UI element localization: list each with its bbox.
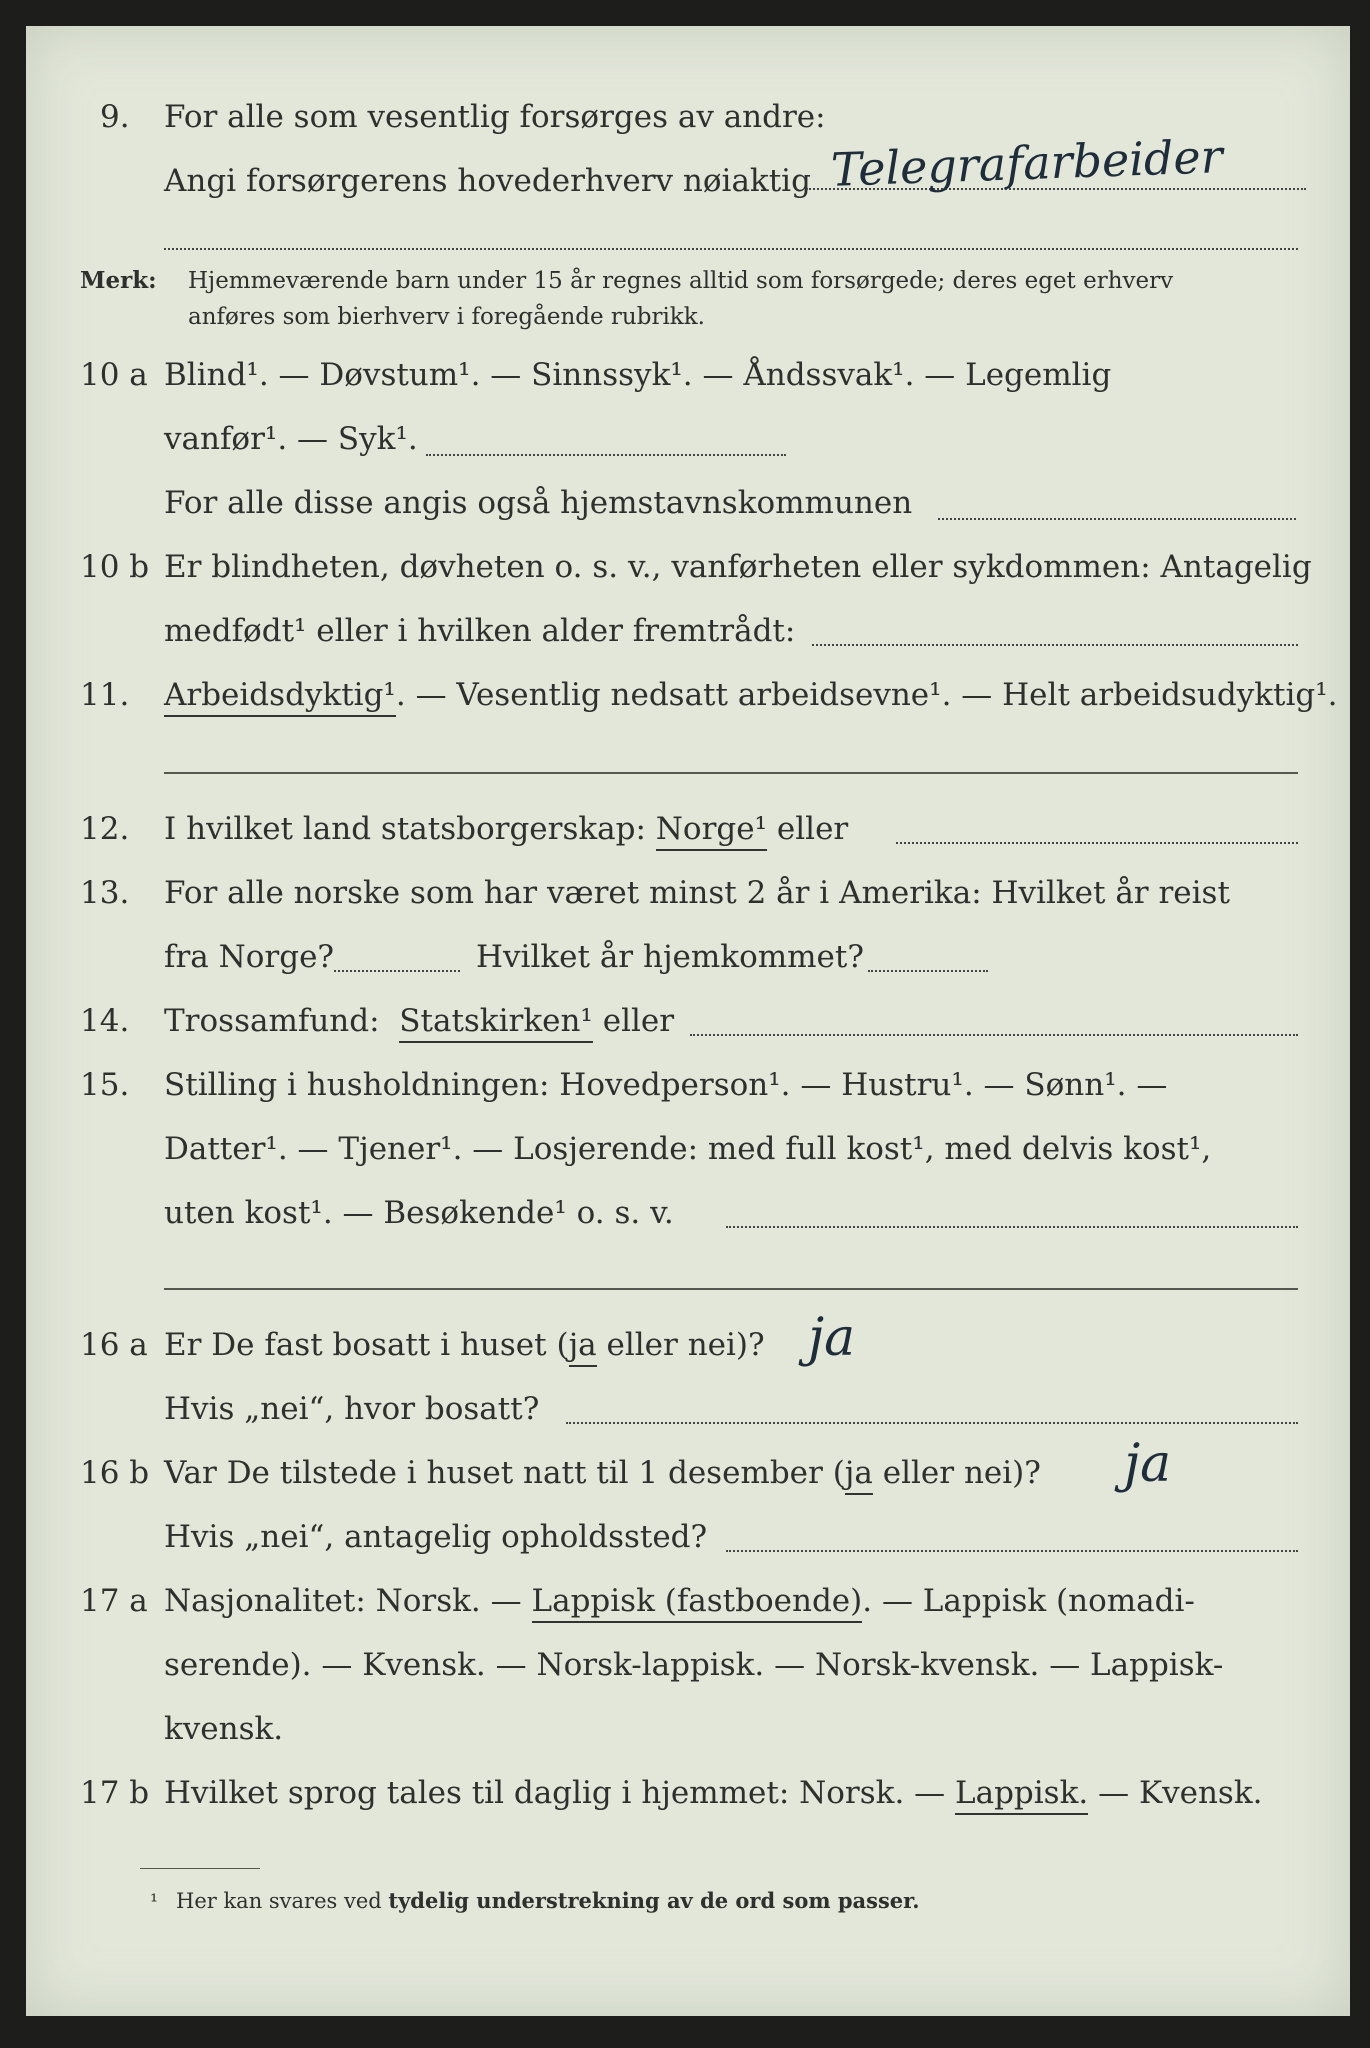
footnote-rule [140,1868,260,1869]
q10a-kommune-line [938,518,1296,520]
q10a-line1: Blind¹. — Døvstum¹. — Sinnssyk¹. — Åndssvak¹. — Legemlig [164,357,1112,393]
q13-line1: For alle norske som har været minst 2 år i Amerika: Hvilket år reist [164,875,1230,911]
q12-question: I hvilket land statsborgerskap: [164,811,646,847]
footnote-text [176,1886,920,1916]
q16b-answer-line [726,1550,1298,1552]
footnote-pre: Her kan svares ved [176,1889,382,1913]
q17a-line2: serende). — Kvensk. — Norsk-lappisk. — Norsk-kvensk. — Lappisk- [164,1647,1224,1683]
q16a-answer-line [566,1422,1298,1424]
q16a-handwritten-answer: ja [808,1308,856,1368]
q14-underlined-option: Statskirken¹ [399,1003,593,1043]
q13-reist-line [334,970,460,972]
q9-number: 9. [100,99,130,135]
q17b-post: — Kvensk. [1098,1775,1263,1811]
q9-line2: Angi forsørgerens hovederhverv nøiaktig [164,163,811,199]
q11-answer-line [164,772,1298,774]
q16a-number: 16 a [80,1327,148,1363]
q11-rest: . — Vesentlig nedsatt arbeidsevne¹. — Helt arbeidsudyktig¹. [395,677,1338,713]
q14-post: eller [602,1003,675,1039]
q15-line2: Datter¹. — Tjener¹. — Losjerende: med full kost¹, med delvis kost¹, [164,1131,1212,1167]
q12-number: 12. [80,811,130,847]
q12-underlined-option: Norge¹ [656,811,767,851]
q10a-syk-line [426,454,786,456]
q17b-number: 17 b [80,1775,150,1811]
q13-line2a: fra Norge? [164,939,335,975]
q13-line2b: Hvilket år hjemkommet? [476,939,864,975]
footnote-bold: tydelig understrekning av de ord som passer. [388,1888,920,1913]
q10b-alder-line [812,644,1298,646]
q16a-line2: Hvis „nei“, hvor bosatt? [164,1391,540,1427]
q12-line [164,810,848,848]
q16a-question: Er De fast bosatt i huset ( [164,1327,569,1363]
q16b-question: Var De tilstede i huset natt til 1 desember ( [164,1455,845,1491]
q17a-post: . — Lappisk (nomadi- [862,1583,1195,1619]
q16a-line1 [164,1326,765,1364]
q14-answer-line [690,1034,1298,1036]
q17a-number: 17 a [80,1583,148,1619]
q9-line1: For alle som vesentlig forsørges av andre: [164,99,826,135]
q13-number: 13. [80,875,130,911]
q16b-number: 16 b [80,1455,150,1491]
q17b-underlined-option: Lappisk. [955,1775,1088,1815]
q10b-line1: Er blindheten, døvheten o. s. v., vanførheten eller sykdommen: Antagelig [164,549,1312,585]
q17b-line [164,1774,1262,1812]
q14-question: Trossamfund: [164,1003,380,1039]
q10a-number: 10 a [80,357,148,393]
q11-underlined-option: Arbeidsdyktig¹ [164,677,396,717]
q16b-line2: Hvis „nei“, antagelig opholdssted? [164,1519,708,1555]
q15-number: 15. [80,1067,130,1103]
q15-extra-line [164,1288,1298,1290]
q10b-line2: medfødt¹ eller i hvilken alder fremtrådt: [164,613,796,649]
q15-line3: uten kost¹. — Besøkende¹ o. s. v. [164,1195,674,1231]
q10a-line2: vanfør¹. — Syk¹. [164,421,418,457]
q11-number: 11. [80,677,130,713]
q16a-post: eller nei)? [596,1327,765,1363]
census-form-page [26,26,1350,2016]
q10b-number: 10 b [80,549,150,585]
q11-line [164,676,1338,714]
q17a-line1 [164,1582,1195,1620]
q14-number: 14. [80,1003,130,1039]
q16b-post: eller nei)? [872,1455,1041,1491]
q16b-line1 [164,1454,1041,1492]
merk-line1: Hjemmeværende barn under 15 år regnes alltid som forsørgede; deres eget erhverv [188,268,1174,294]
q9-handwritten-answer: Telegrafarbeider [830,129,1224,197]
q12-answer-line [896,842,1298,844]
q12-post: eller [776,811,849,847]
q9-extra-line [164,248,1298,250]
q14-line [164,1002,674,1040]
q15-answer-line [726,1226,1298,1228]
q16a-underlined-option: ja [569,1327,597,1367]
q13-hjemkommet-line [868,970,988,972]
q15-line1: Stilling i husholdningen: Hovedperson¹. — Hustru¹. — Sønn¹. — [164,1067,1168,1103]
footnote-mark: ¹ [150,1889,159,1913]
q17a-underlined-option: Lappisk (fastboende) [532,1583,863,1623]
q17b-question: Hvilket sprog tales til daglig i hjemmet: Norsk. — [164,1775,946,1811]
q16b-handwritten-answer: ja [1124,1434,1172,1494]
q10a-line3: For alle disse angis også hjemstavnskommunen [164,485,913,521]
merk-line2: anføres som bierhverv i foregående rubrikk. [188,304,705,330]
merk-label: Merk: [80,267,157,294]
q16b-underlined-option: ja [845,1455,873,1495]
q17a-question: Nasjonalitet: Norsk. — [164,1583,522,1619]
q17a-line3: kvensk. [164,1711,284,1747]
